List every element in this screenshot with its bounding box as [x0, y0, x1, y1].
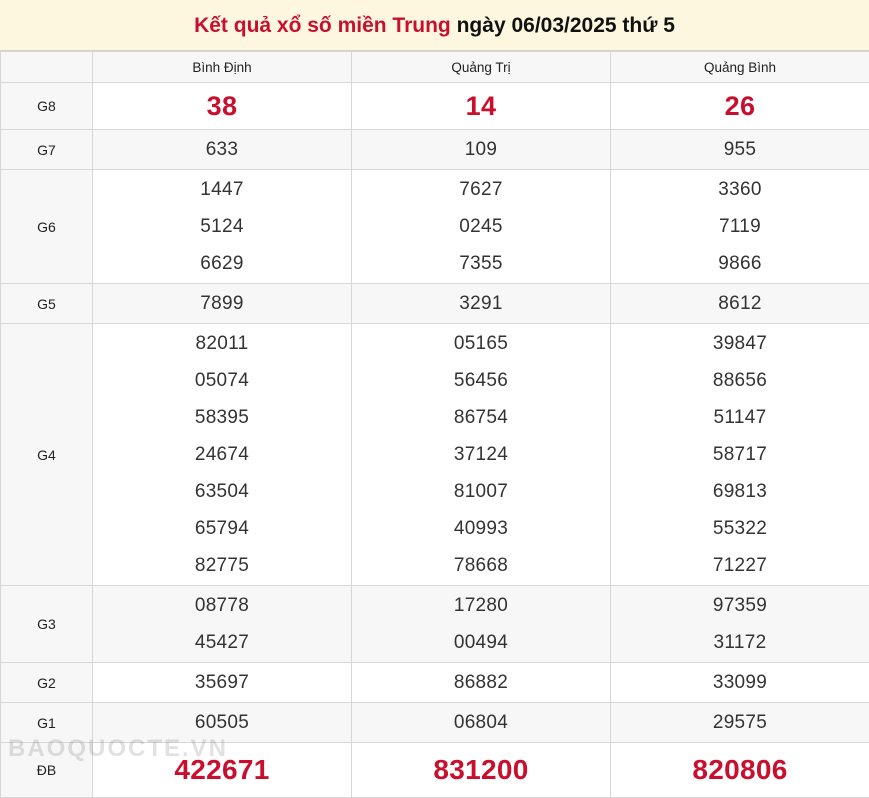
lottery-number: 97359	[612, 587, 868, 624]
lottery-number: 24674	[94, 436, 350, 473]
number-stack	[612, 131, 868, 168]
prize-numbers-cell	[611, 83, 869, 130]
prize-numbers-cell	[93, 586, 352, 663]
table-row	[1, 83, 869, 130]
table-row	[1, 284, 869, 324]
number-stack	[612, 325, 868, 584]
lottery-number: 63504	[94, 473, 350, 510]
prize-numbers-cell	[611, 130, 869, 170]
lottery-number: 831200	[353, 744, 609, 796]
lottery-number: 17280	[353, 587, 609, 624]
results-table	[0, 51, 869, 798]
prize-label: G2	[1, 663, 93, 703]
number-stack	[94, 171, 350, 282]
lottery-number: 45427	[94, 624, 350, 661]
table-row	[1, 663, 869, 703]
number-stack	[612, 587, 868, 661]
prize-numbers-cell	[93, 743, 352, 798]
number-stack	[353, 744, 609, 796]
prize-numbers-cell	[611, 586, 869, 663]
prize-label: G7	[1, 130, 93, 170]
lottery-number: 820806	[612, 744, 868, 796]
number-stack	[94, 325, 350, 584]
number-stack	[612, 704, 868, 741]
lottery-number: 88656	[612, 362, 868, 399]
number-stack	[612, 84, 868, 128]
table-row	[1, 130, 869, 170]
prize-label: G1	[1, 703, 93, 743]
prize-numbers-cell	[93, 284, 352, 324]
lottery-number: 58717	[612, 436, 868, 473]
lottery-number: 7355	[353, 245, 609, 282]
lottery-number: 633	[94, 131, 350, 168]
header-row	[1, 52, 869, 83]
lottery-number: 7899	[94, 285, 350, 322]
lottery-number: 8612	[612, 285, 868, 322]
prize-label: G3	[1, 586, 93, 663]
lottery-number: 29575	[612, 704, 868, 741]
number-stack	[353, 285, 609, 322]
prize-numbers-cell	[352, 130, 611, 170]
lottery-number: 26	[612, 84, 868, 128]
lottery-number: 9866	[612, 245, 868, 282]
lottery-number: 7119	[612, 208, 868, 245]
lottery-number: 06804	[353, 704, 609, 741]
lottery-number: 40993	[353, 510, 609, 547]
lottery-number: 31172	[612, 624, 868, 661]
prize-numbers-cell	[352, 170, 611, 284]
lottery-number: 37124	[353, 436, 609, 473]
prize-numbers-cell	[93, 324, 352, 586]
number-stack	[94, 84, 350, 128]
lottery-number: 05165	[353, 325, 609, 362]
lottery-number: 82775	[94, 547, 350, 584]
prize-numbers-cell	[611, 703, 869, 743]
lottery-number: 00494	[353, 624, 609, 661]
table-row	[1, 743, 869, 798]
lottery-number: 14	[353, 84, 609, 128]
lottery-number: 56456	[353, 362, 609, 399]
prize-label: G4	[1, 324, 93, 586]
page-title	[194, 15, 675, 36]
lottery-number: 0245	[353, 208, 609, 245]
table-row	[1, 324, 869, 586]
lottery-number: 38	[94, 84, 350, 128]
prize-numbers-cell	[611, 743, 869, 798]
number-stack	[94, 587, 350, 661]
number-stack	[353, 325, 609, 584]
corner-cell	[1, 52, 93, 83]
lottery-number: 86754	[353, 399, 609, 436]
lottery-number: 109	[353, 131, 609, 168]
prize-numbers-cell	[93, 663, 352, 703]
page-title-region: Kết quả xổ số miền Trung	[194, 14, 451, 37]
prize-label: G5	[1, 284, 93, 324]
number-stack	[353, 664, 609, 701]
lottery-number: 33099	[612, 664, 868, 701]
lottery-number: 65794	[94, 510, 350, 547]
prize-label: G6	[1, 170, 93, 284]
lottery-number: 3360	[612, 171, 868, 208]
number-stack	[353, 704, 609, 741]
lottery-number: 78668	[353, 547, 609, 584]
lottery-number: 955	[612, 131, 868, 168]
prize-numbers-cell	[352, 284, 611, 324]
number-stack	[353, 84, 609, 128]
prize-numbers-cell	[611, 170, 869, 284]
number-stack	[612, 664, 868, 701]
table-row	[1, 586, 869, 663]
table-row	[1, 170, 869, 284]
number-stack	[353, 171, 609, 282]
lottery-number: 51147	[612, 399, 868, 436]
lottery-number: 05074	[94, 362, 350, 399]
number-stack	[94, 744, 350, 796]
number-stack	[612, 171, 868, 282]
number-stack	[353, 587, 609, 661]
prize-numbers-cell	[611, 663, 869, 703]
lottery-number: 3291	[353, 285, 609, 322]
number-stack	[94, 285, 350, 322]
lottery-number: 81007	[353, 473, 609, 510]
prize-numbers-cell	[93, 83, 352, 130]
number-stack	[612, 285, 868, 322]
prize-numbers-cell	[352, 83, 611, 130]
page-title-bar	[0, 0, 869, 51]
lottery-number: 5124	[94, 208, 350, 245]
lottery-number: 08778	[94, 587, 350, 624]
lottery-number: 86882	[353, 664, 609, 701]
prize-label: G8	[1, 83, 93, 130]
watermark: BAOQUOCTE.VN	[8, 735, 228, 763]
lottery-number: 71227	[612, 547, 868, 584]
lottery-number: 6629	[94, 245, 350, 282]
prize-numbers-cell	[93, 703, 352, 743]
prize-numbers-cell	[352, 743, 611, 798]
prize-numbers-cell	[93, 130, 352, 170]
table-header	[1, 52, 869, 83]
lottery-number: 55322	[612, 510, 868, 547]
prize-numbers-cell	[352, 324, 611, 586]
prize-numbers-cell	[352, 586, 611, 663]
prize-numbers-cell	[352, 663, 611, 703]
number-stack	[612, 744, 868, 796]
number-stack	[353, 131, 609, 168]
lottery-number: 35697	[94, 664, 350, 701]
lottery-number: 58395	[94, 399, 350, 436]
lottery-number: 422671	[94, 744, 350, 796]
number-stack	[94, 131, 350, 168]
lottery-number: 1447	[94, 171, 350, 208]
prize-numbers-cell	[352, 703, 611, 743]
province-header-3: Quảng Bình	[611, 52, 869, 83]
table-body	[1, 83, 869, 798]
lottery-number: 82011	[94, 325, 350, 362]
province-header-2: Quảng Trị	[352, 52, 611, 83]
prize-numbers-cell	[93, 170, 352, 284]
number-stack	[94, 664, 350, 701]
province-header-1: Bình Định	[93, 52, 352, 83]
lottery-number: 7627	[353, 171, 609, 208]
page-title-date: ngày 06/03/2025 thứ 5	[457, 14, 675, 37]
lottery-number: 69813	[612, 473, 868, 510]
prize-numbers-cell	[611, 324, 869, 586]
prize-label: ĐB	[1, 743, 93, 798]
table-row	[1, 703, 869, 743]
number-stack	[94, 704, 350, 741]
prize-numbers-cell	[611, 284, 869, 324]
lottery-number: 39847	[612, 325, 868, 362]
lottery-number: 60505	[94, 704, 350, 741]
